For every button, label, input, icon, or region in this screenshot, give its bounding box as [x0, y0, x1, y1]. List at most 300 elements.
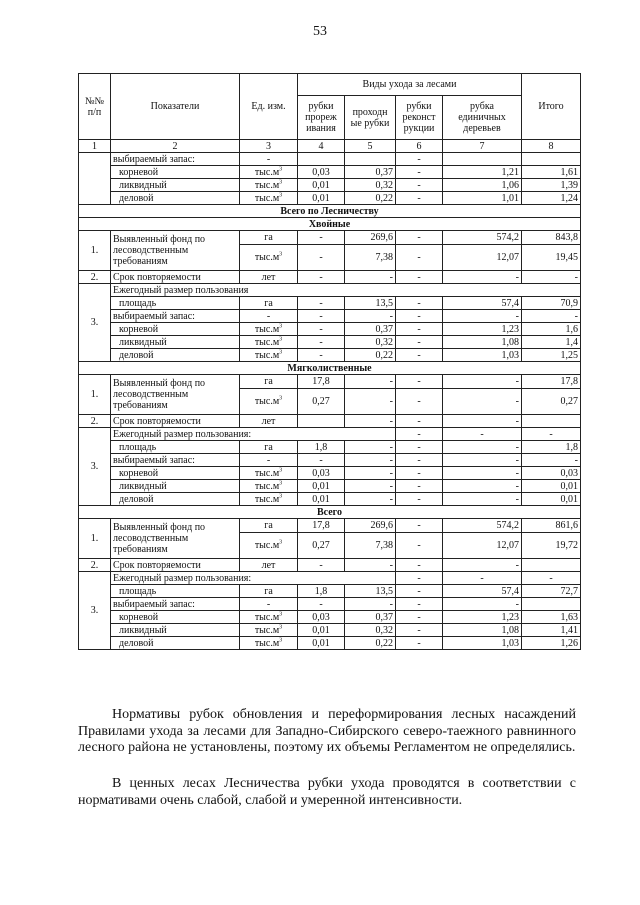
row-number: 3. — [79, 428, 111, 506]
value-cell: 0,32 — [345, 336, 396, 349]
table-row — [79, 572, 581, 585]
row-label: ликвидный — [111, 336, 240, 349]
header-num: №№ п/п — [79, 74, 111, 140]
header-index: 1 — [79, 140, 111, 153]
value-cell — [522, 559, 581, 572]
header-type: рубки прореж ивания — [298, 96, 345, 140]
row-number: 2. — [79, 415, 111, 428]
value-cell: - — [443, 375, 522, 389]
value-cell: - — [298, 336, 345, 349]
value-cell: 0,01 — [522, 493, 581, 506]
value-cell: - — [522, 428, 581, 441]
table-row — [79, 284, 581, 297]
value-cell: 0,03 — [298, 611, 345, 624]
row-label: деловой — [111, 493, 240, 506]
value-cell: - — [396, 245, 443, 271]
table-row — [79, 559, 581, 572]
unit-superscript: 3 — [279, 493, 283, 500]
table-row — [79, 323, 581, 336]
num-cell — [79, 153, 111, 205]
table-row — [79, 362, 581, 375]
row-number: 2. — [79, 271, 111, 284]
value-cell: 843,8 — [522, 231, 581, 245]
value-cell: - — [396, 454, 443, 467]
row-label: ликвидный — [111, 480, 240, 493]
value-cell: - — [522, 271, 581, 284]
value-cell: 1,39 — [522, 179, 581, 192]
value-cell: - — [396, 428, 443, 441]
value-cell: 1,23 — [443, 323, 522, 336]
value-cell — [298, 415, 345, 428]
table-row — [79, 493, 581, 506]
value-cell: - — [522, 572, 581, 585]
value-cell: - — [443, 389, 522, 415]
value-cell: 0,01 — [298, 493, 345, 506]
value-cell: 57,4 — [443, 297, 522, 310]
value-cell: 574,2 — [443, 231, 522, 245]
header-index: 3 — [240, 140, 298, 153]
value-cell: 0,22 — [345, 192, 396, 205]
table-row — [79, 441, 581, 454]
unit-superscript: 3 — [279, 480, 283, 487]
row-label: Ежегодный размер пользования — [111, 284, 581, 297]
forest-care-table — [78, 73, 581, 650]
value-cell: - — [396, 192, 443, 205]
value-cell: - — [396, 480, 443, 493]
value-cell: - — [345, 415, 396, 428]
unit-superscript: 3 — [279, 323, 283, 330]
value-cell: - — [396, 271, 443, 284]
value-cell: 12,07 — [443, 245, 522, 271]
value-cell: 269,6 — [345, 231, 396, 245]
value-cell: - — [345, 559, 396, 572]
value-cell: 0,32 — [345, 179, 396, 192]
value-cell: - — [443, 598, 522, 611]
value-cell: - — [396, 153, 443, 166]
table-row — [79, 271, 581, 284]
value-cell: 17,8 — [298, 375, 345, 389]
value-cell: 19,72 — [522, 533, 581, 559]
value-cell: - — [396, 559, 443, 572]
section-title: Мягколиственные — [79, 362, 581, 375]
value-cell: 0,01 — [522, 480, 581, 493]
value-cell — [522, 598, 581, 611]
table-row — [79, 153, 581, 166]
value-cell: 1,8 — [522, 441, 581, 454]
value-cell: 1,08 — [443, 336, 522, 349]
value-cell: - — [345, 375, 396, 389]
value-cell: - — [396, 624, 443, 637]
unit-cell — [240, 493, 298, 506]
value-cell: - — [396, 415, 443, 428]
table-row — [79, 480, 581, 493]
unit-cell — [240, 166, 298, 179]
value-cell: 1,08 — [443, 624, 522, 637]
value-cell: 0,27 — [298, 389, 345, 415]
row-label: корневой — [111, 323, 240, 336]
unit-cell — [240, 349, 298, 362]
value-cell: 72,7 — [522, 585, 581, 598]
table-row — [79, 192, 581, 205]
table-row — [79, 598, 581, 611]
row-label: деловой — [111, 637, 240, 650]
value-cell: - — [345, 454, 396, 467]
row-label: ликвидный — [111, 179, 240, 192]
value-cell: - — [345, 441, 396, 454]
table-row — [79, 585, 581, 598]
value-cell: 0,03 — [298, 467, 345, 480]
unit-superscript: 3 — [279, 192, 283, 199]
value-cell: 1,21 — [443, 166, 522, 179]
row-label: корневой — [111, 611, 240, 624]
value-cell: - — [522, 454, 581, 467]
value-cell: 1,8 — [298, 441, 345, 454]
unit-cell — [240, 323, 298, 336]
table-row — [79, 297, 581, 310]
value-cell: 1,63 — [522, 611, 581, 624]
value-cell: - — [396, 598, 443, 611]
row-label: корневой — [111, 467, 240, 480]
value-cell: - — [443, 271, 522, 284]
unit-cell — [240, 336, 298, 349]
value-cell: - — [396, 611, 443, 624]
table-row — [79, 611, 581, 624]
value-cell: - — [396, 297, 443, 310]
unit-superscript: 3 — [279, 624, 283, 631]
value-cell: 0,01 — [298, 192, 345, 205]
value-cell: 269,6 — [345, 519, 396, 533]
row-label: выбираемый запас: — [111, 454, 240, 467]
value-cell: - — [298, 454, 345, 467]
value-cell: - — [396, 389, 443, 415]
unit-text: тыс.м — [254, 637, 280, 649]
value-cell: - — [396, 375, 443, 389]
header-index: 8 — [522, 140, 581, 153]
table-row — [79, 179, 581, 192]
paragraph-1: Нормативы рубок обновления и переформирования лесных насаждений Правилами ухода за лесами для Западно-Сибирского северо-таежного равнинного лесного района не установлены, поэтому их объемы Регламентом не определялись. — [78, 707, 576, 755]
value-cell: - — [396, 585, 443, 598]
value-cell: 7,38 — [345, 245, 396, 271]
section-title: Всего — [79, 506, 581, 519]
row-label: деловой — [111, 192, 240, 205]
value-cell: - — [396, 231, 443, 245]
value-cell: 0,27 — [298, 533, 345, 559]
value-cell: 13,5 — [345, 585, 396, 598]
table-row — [79, 454, 581, 467]
value-cell: - — [345, 480, 396, 493]
row-label: Выявленный фонд по лесоводственным требованиям — [111, 375, 240, 415]
header-index: 7 — [443, 140, 522, 153]
row-label: корневой — [111, 166, 240, 179]
value-cell: 19,45 — [522, 245, 581, 271]
row-label: деловой — [111, 349, 240, 362]
value-cell: - — [443, 480, 522, 493]
table-row — [79, 506, 581, 519]
value-cell: - — [298, 245, 345, 271]
header-type: проходн ые рубки — [345, 96, 396, 140]
row-label: Срок повторяемости — [111, 271, 240, 284]
header-index: 4 — [298, 140, 345, 153]
value-cell: - — [443, 441, 522, 454]
unit-cell — [240, 611, 298, 624]
unit-superscript: 3 — [279, 637, 283, 644]
value-cell — [522, 153, 581, 166]
unit-text: тыс.м — [254, 480, 280, 492]
value-cell: - — [396, 179, 443, 192]
unit-text: тыс.м — [254, 611, 280, 623]
value-cell — [298, 153, 345, 166]
value-cell: - — [396, 336, 443, 349]
value-cell: - — [298, 271, 345, 284]
value-cell: 574,2 — [443, 519, 522, 533]
unit-cell: га — [240, 585, 298, 598]
value-cell: 0,03 — [522, 467, 581, 480]
table-row — [79, 415, 581, 428]
header-index: 2 — [111, 140, 240, 153]
unit-text: тыс.м — [254, 540, 280, 551]
unit-text: тыс.м — [254, 624, 280, 636]
unit-cell — [240, 179, 298, 192]
value-cell: - — [396, 533, 443, 559]
value-cell: - — [396, 349, 443, 362]
table-row — [79, 218, 581, 231]
value-cell: - — [345, 389, 396, 415]
header-unit: Ед. изм. — [240, 74, 298, 140]
value-cell: - — [298, 559, 345, 572]
unit-superscript: 3 — [279, 251, 283, 258]
value-cell: - — [345, 467, 396, 480]
header-total: Итого — [522, 74, 581, 140]
row-number: 1. — [79, 375, 111, 415]
value-cell: - — [522, 310, 581, 323]
unit-cell — [240, 467, 298, 480]
unit-text: тыс.м — [254, 396, 280, 407]
header-index: 5 — [345, 140, 396, 153]
value-cell: 1,06 — [443, 179, 522, 192]
value-cell: 1,25 — [522, 349, 581, 362]
row-label: Выявленный фонд по лесоводственным требованиям — [111, 231, 240, 271]
unit-cell: га — [240, 297, 298, 310]
unit-cell — [240, 192, 298, 205]
unit-cell: лет — [240, 271, 298, 284]
header-type: рубки реконст рукции — [396, 96, 443, 140]
value-cell: 13,5 — [345, 297, 396, 310]
value-cell: - — [345, 271, 396, 284]
value-cell: 1,61 — [522, 166, 581, 179]
row-label: площадь — [111, 585, 240, 598]
value-cell: 70,9 — [522, 297, 581, 310]
value-cell: - — [396, 637, 443, 650]
unit-cell — [240, 533, 298, 559]
table-row — [79, 166, 581, 179]
value-cell: 1,26 — [522, 637, 581, 650]
unit-superscript: 3 — [279, 467, 283, 474]
value-cell: 1,03 — [443, 349, 522, 362]
value-cell: - — [298, 323, 345, 336]
unit-text: тыс.м — [254, 493, 280, 505]
header-group: Виды ухода за лесами — [298, 74, 522, 96]
unit-cell: - — [240, 153, 298, 166]
table-row — [79, 467, 581, 480]
row-number: 3. — [79, 572, 111, 650]
section-title: Всего по Лесничеству — [79, 205, 581, 218]
value-cell — [522, 415, 581, 428]
unit-superscript: 3 — [279, 539, 283, 546]
unit-cell: га — [240, 231, 298, 245]
table-row — [79, 519, 581, 533]
unit-cell — [240, 389, 298, 415]
row-label: Срок повторяемости — [111, 559, 240, 572]
row-label: выбираемый запас: — [111, 153, 240, 166]
unit-cell: - — [240, 598, 298, 611]
value-cell: 0,01 — [298, 624, 345, 637]
value-cell: - — [345, 493, 396, 506]
unit-cell — [240, 480, 298, 493]
unit-superscript: 3 — [279, 395, 283, 402]
table-row — [79, 310, 581, 323]
value-cell: 57,4 — [443, 585, 522, 598]
value-cell: 1,01 — [443, 192, 522, 205]
value-cell: 0,01 — [298, 480, 345, 493]
value-cell: 0,01 — [298, 637, 345, 650]
table-row — [79, 231, 581, 245]
value-cell: 0,03 — [298, 166, 345, 179]
section-title: Хвойные — [79, 218, 581, 231]
row-label: Срок повторяемости — [111, 415, 240, 428]
row-label: выбираемый запас: — [111, 598, 240, 611]
value-cell: - — [396, 493, 443, 506]
value-cell: - — [396, 310, 443, 323]
value-cell: 12,07 — [443, 533, 522, 559]
value-cell: 7,38 — [345, 533, 396, 559]
value-cell: 0,37 — [345, 166, 396, 179]
header-index: 6 — [396, 140, 443, 153]
value-cell: - — [298, 349, 345, 362]
value-cell: 0,22 — [345, 349, 396, 362]
unit-cell: лет — [240, 415, 298, 428]
value-cell: - — [443, 310, 522, 323]
unit-text: тыс.м — [254, 252, 280, 263]
value-cell: - — [396, 467, 443, 480]
value-cell: 1,24 — [522, 192, 581, 205]
unit-superscript: 3 — [279, 611, 283, 618]
page-number: 53 — [313, 24, 327, 39]
unit-text: тыс.м — [254, 349, 280, 361]
unit-text: тыс.м — [254, 179, 280, 191]
table-row — [79, 74, 581, 96]
value-cell: - — [396, 323, 443, 336]
value-cell: 1,23 — [443, 611, 522, 624]
unit-text: тыс.м — [254, 323, 280, 335]
row-label: выбираемый запас: — [111, 310, 240, 323]
value-cell: - — [298, 231, 345, 245]
value-cell: - — [443, 467, 522, 480]
value-cell: - — [443, 415, 522, 428]
unit-cell — [240, 245, 298, 271]
table-row — [79, 428, 581, 441]
unit-text: тыс.м — [254, 336, 280, 348]
value-cell: - — [396, 441, 443, 454]
unit-superscript: 3 — [279, 179, 283, 186]
unit-superscript: 3 — [279, 166, 283, 173]
value-cell: 861,6 — [522, 519, 581, 533]
value-cell: - — [443, 493, 522, 506]
value-cell: - — [443, 559, 522, 572]
unit-cell: - — [240, 454, 298, 467]
header-type: рубка единичных деревьев — [443, 96, 522, 140]
value-cell: 0,37 — [345, 323, 396, 336]
value-cell: 1,8 — [298, 585, 345, 598]
unit-text: тыс.м — [254, 192, 280, 204]
value-cell: - — [396, 166, 443, 179]
row-label: Выявленный фонд по лесоводственным требованиям — [111, 519, 240, 559]
row-number: 3. — [79, 284, 111, 362]
row-number: 1. — [79, 231, 111, 271]
unit-cell: га — [240, 519, 298, 533]
row-label: Ежегодный размер пользования: — [111, 572, 396, 585]
unit-cell — [240, 637, 298, 650]
unit-text: тыс.м — [254, 166, 280, 178]
unit-cell: га — [240, 375, 298, 389]
value-cell — [443, 153, 522, 166]
unit-superscript: 3 — [279, 349, 283, 356]
value-cell: 0,22 — [345, 637, 396, 650]
table-row — [79, 140, 581, 153]
value-cell: - — [298, 598, 345, 611]
unit-cell — [240, 624, 298, 637]
value-cell: 1,4 — [522, 336, 581, 349]
value-cell: - — [396, 519, 443, 533]
value-cell: - — [443, 572, 522, 585]
row-label: площадь — [111, 297, 240, 310]
header-indicator: Показатели — [111, 74, 240, 140]
unit-text: тыс.м — [254, 467, 280, 479]
value-cell: 0,32 — [345, 624, 396, 637]
table-row — [79, 637, 581, 650]
row-label: Ежегодный размер пользования: — [111, 428, 396, 441]
value-cell: - — [345, 598, 396, 611]
row-number: 2. — [79, 559, 111, 572]
value-cell: 1,03 — [443, 637, 522, 650]
value-cell: 17,8 — [298, 519, 345, 533]
value-cell: - — [298, 310, 345, 323]
value-cell: - — [345, 310, 396, 323]
value-cell: - — [298, 297, 345, 310]
value-cell: 1,41 — [522, 624, 581, 637]
value-cell — [345, 153, 396, 166]
row-number: 1. — [79, 519, 111, 559]
table-row — [79, 205, 581, 218]
table-row — [79, 336, 581, 349]
unit-cell: га — [240, 441, 298, 454]
value-cell: 0,01 — [298, 179, 345, 192]
paragraph-2: В ценных лесах Лесничества рубки ухода проводятся в соответствии с нормативами очень слабой, слабой и умеренной интенсивности. — [78, 776, 576, 808]
value-cell: - — [396, 572, 443, 585]
value-cell: - — [443, 428, 522, 441]
value-cell: 0,27 — [522, 389, 581, 415]
value-cell: 0,37 — [345, 611, 396, 624]
row-label: площадь — [111, 441, 240, 454]
table-row — [79, 375, 581, 389]
table-row — [79, 349, 581, 362]
unit-superscript: 3 — [279, 336, 283, 343]
unit-cell: - — [240, 310, 298, 323]
value-cell: 1,6 — [522, 323, 581, 336]
unit-cell: лет — [240, 559, 298, 572]
value-cell: 17,8 — [522, 375, 581, 389]
value-cell: - — [443, 454, 522, 467]
row-label: ликвидный — [111, 624, 240, 637]
